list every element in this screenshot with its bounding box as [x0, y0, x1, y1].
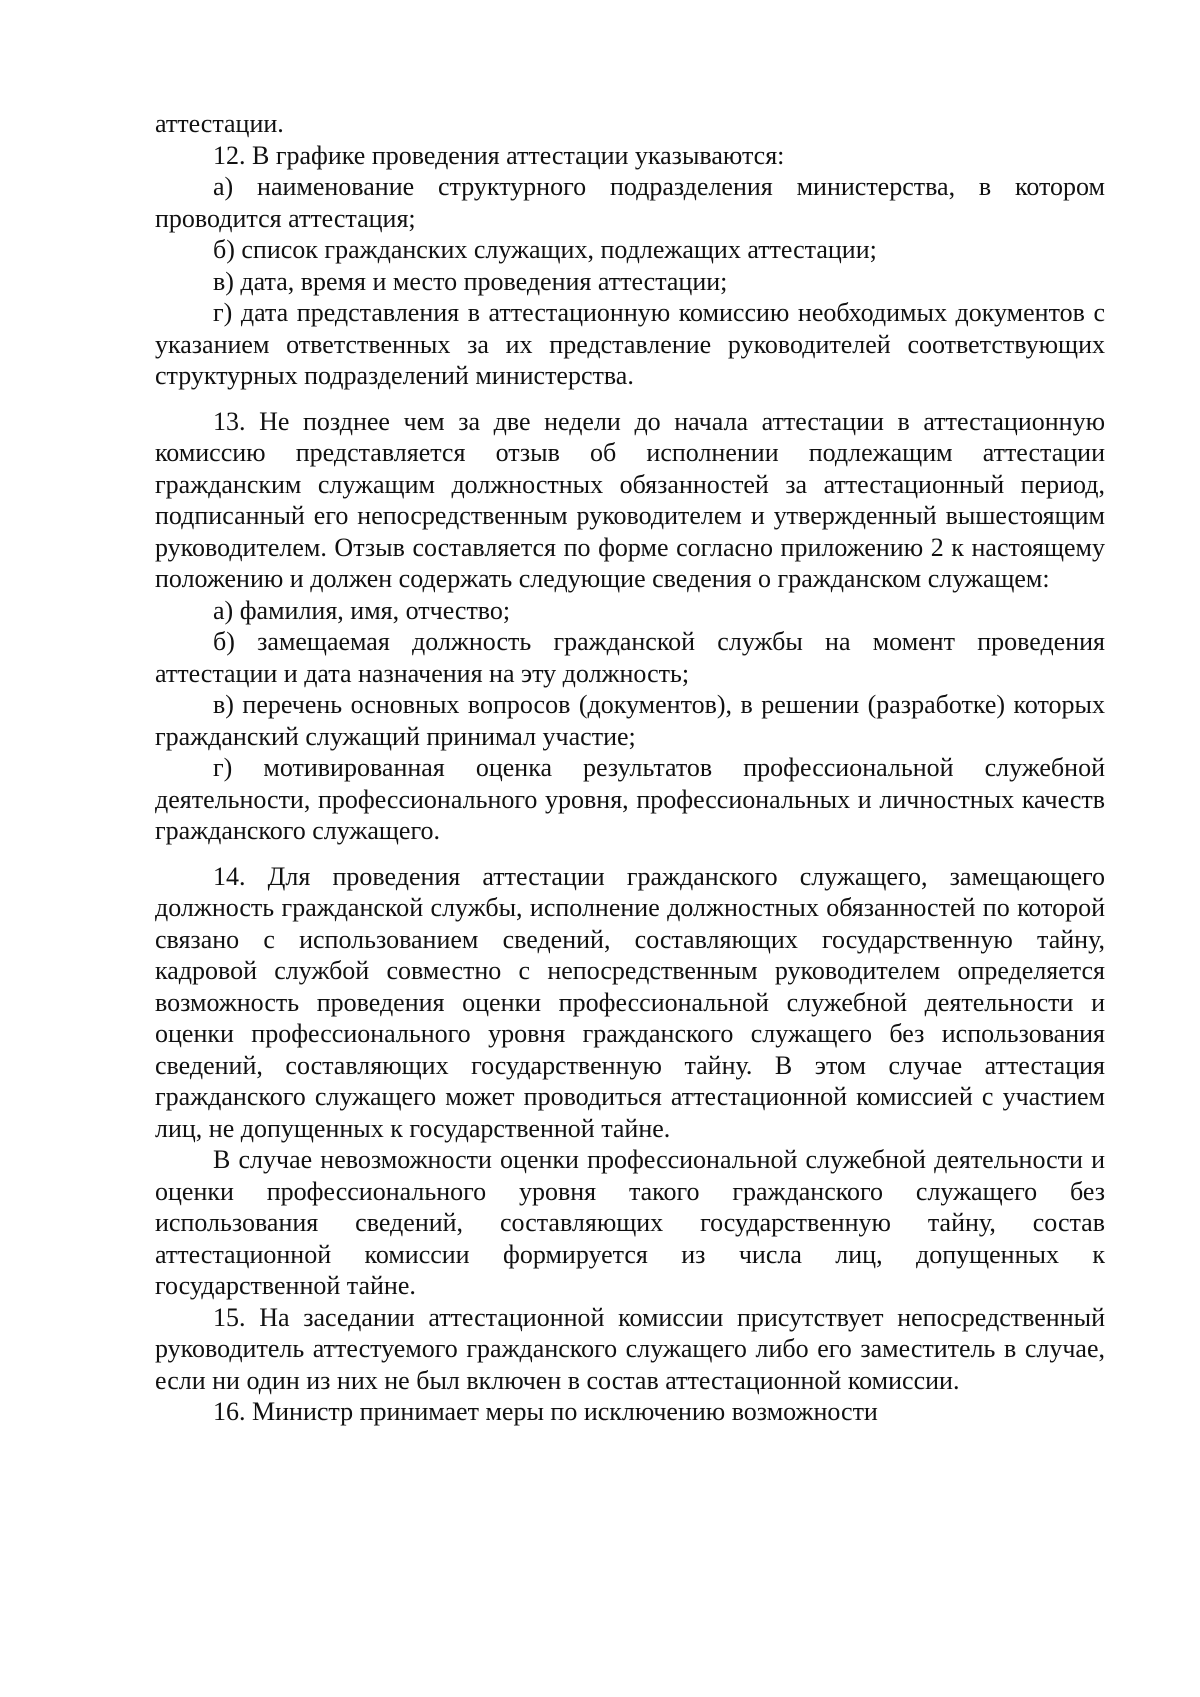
paragraph-16: 16. Министр принимает меры по исключению возможности: [213, 1397, 878, 1426]
paragraph-continuation: аттестации.: [155, 109, 284, 138]
paragraph-12-d: г) дата представления в аттестационную комиссию необходимых документов с указанием ответственных за их представление руководителей соответствующих структурных подразделений министерства.: [155, 298, 1105, 390]
paragraph-13-a: а) фамилия, имя, отчество;: [213, 595, 511, 625]
paragraph-13-c: в) перечень основных вопросов (документов), в решении (разработке) которых гражданский служащий принимал участие;: [155, 690, 1105, 751]
paragraph-12-a: а) наименование структурного подразделения министерства, в котором проводится аттестация;: [155, 172, 1105, 233]
paragraph-12-c: в) дата, время и место проведения аттестации;: [213, 266, 728, 296]
paragraph-12-b: б) список гражданских служащих, подлежащих аттестации;: [213, 235, 877, 264]
paragraph-13-b: б) замещаемая должность гражданской службы на момент проведения аттестации и дата назначения на эту должность;: [155, 627, 1105, 688]
paragraph-13: 13. Не позднее чем за две недели до начала аттестации в аттестационную комиссию представляется отзыв об исполнении подлежащим аттестации гражданским служащим должностных обязанностей за аттестационный период, подписанный его непосредственным руководителем и утвержденный вышестоящим руководителем. Отзыв составляется по форме согласно приложению 2 к настоящему положению и должен содержать следующие сведения о гражданском служащем:: [155, 406, 1105, 593]
document-page: [155, 108, 1105, 1428]
paragraph-12-heading: 12. В графике проведения аттестации указываются:: [213, 140, 785, 170]
paragraph-13-d: г) мотивированная оценка результатов профессиональной служебной деятельности, профессионального уровня, профессиональных и личностных качеств гражданского служащего.: [155, 753, 1105, 845]
paragraph-14-continuation: В случае невозможности оценки профессиональной служебной деятельности и оценки профессионального уровня такого гражданского служащего без использования сведений, составляющих государственную тайну, состав аттестационной комиссии формируется из числа лиц, допущенных к государственной тайне.: [155, 1145, 1105, 1300]
paragraph-14: 14. Для проведения аттестации гражданского служащего, замещающего должность гражданской службы, исполнение должностных обязанностей по которой связано с использованием сведений, составляющих государственную тайну, кадровой службой совместно с непосредственным руководителем определяется возможность проведения оценки профессиональной служебной деятельности и оценки профессионального уровня гражданского служащего без использования сведений, составляющих государственную тайну. В этом случае аттестация гражданского служащего может проводиться аттестационной комиссией с участием лиц, не допущенных к государственной тайне.: [155, 861, 1105, 1143]
paragraph-15: 15. На заседании аттестационной комиссии присутствует непосредственный руководитель аттестуемого гражданского служащего либо его заместитель в случае, если ни один из них не был включен в состав аттестационной комиссии.: [155, 1302, 1105, 1395]
